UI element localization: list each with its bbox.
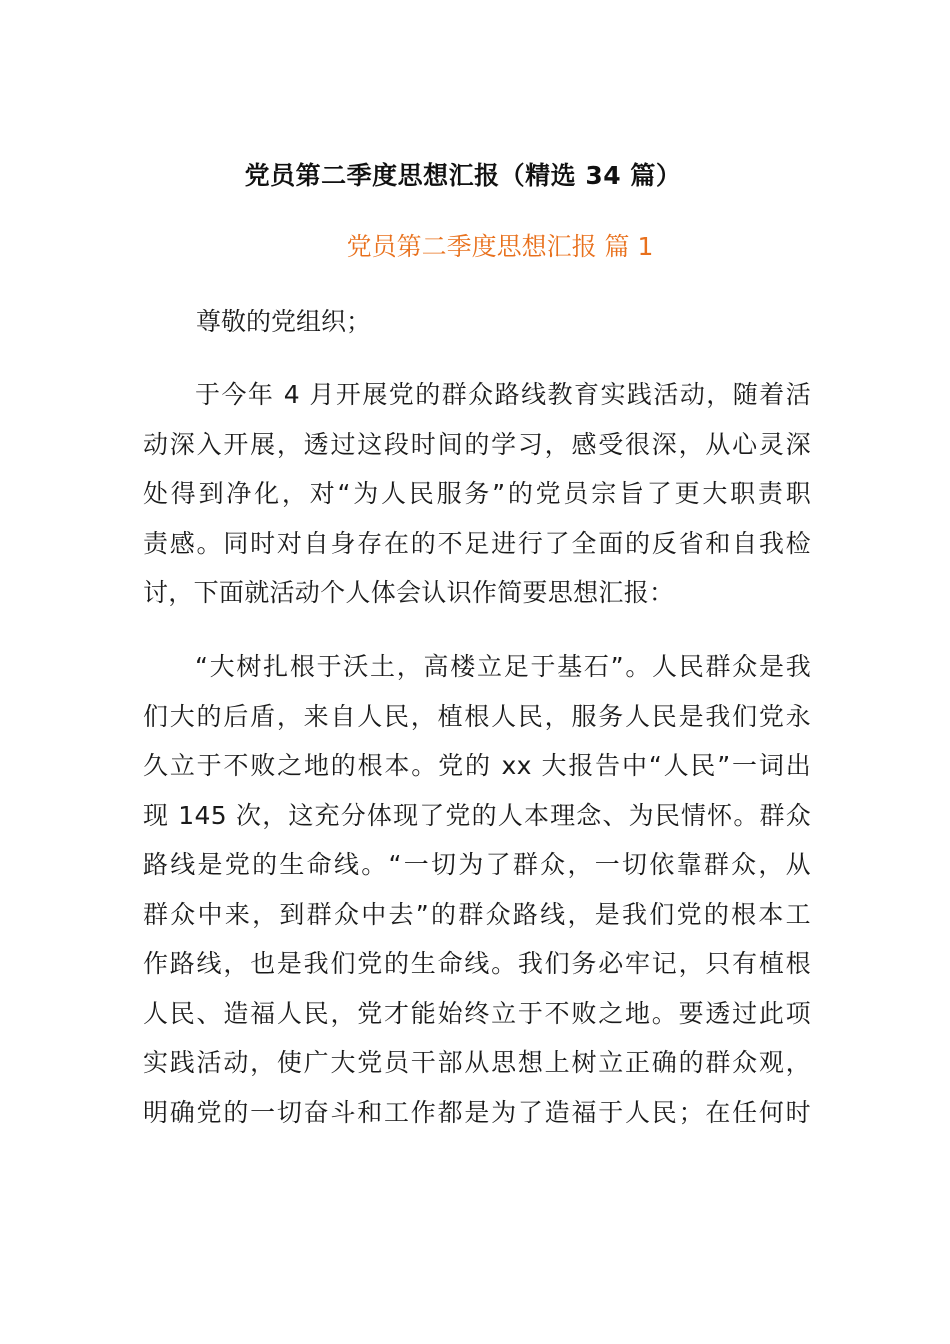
paragraph-1	[143, 370, 811, 618]
paragraph-line: 作路线，也是我们党的生命线。我们务必牢记，只有植根	[143, 949, 811, 978]
paragraph-line: 人民、造福人民，党才能始终立于不败之地。要透过此项	[143, 998, 811, 1028]
paragraph-line: 于今年 4 月开展党的群众路线教育实践活动，随着活	[195, 380, 811, 409]
paragraph-line: 久立于不败之地的根本。党的 xx 大报告中“人民”一词出	[143, 751, 811, 780]
paragraph-line: 路线是党的生命线。“一切为了群众，一切依靠群众，从	[143, 850, 811, 879]
paragraph-line: 讨，下面就活动个人体会认识作简要思想汇报：	[143, 578, 675, 607]
paragraph-line: 处得到净化，对“为人民服务”的党员宗旨了更大职责职	[143, 479, 811, 508]
paragraph-2	[143, 642, 811, 1137]
paragraph-line: 动深入开展，透过这段时间的学习，感受很深，从心灵深	[143, 429, 811, 459]
paragraph-line: “大树扎根于沃土，高楼立足于基石”。人民群众是我	[195, 652, 811, 681]
salutation: 尊敬的党组织；	[196, 307, 372, 336]
section-title: 党员第二季度思想汇报 篇 1	[346, 232, 654, 261]
document-title: 党员第二季度思想汇报（精选 34 篇）	[244, 161, 682, 190]
paragraph-line: 明确党的一切奋斗和工作都是为了造福于人民；在任何时	[143, 1097, 811, 1127]
paragraph-line: 现 145 次，这充分体现了党的人本理念、为民情怀。群众	[143, 800, 811, 830]
paragraph-line: 责感。同时对自身存在的不足进行了全面的反省和自我检	[143, 528, 811, 558]
paragraph-line: 们大的后盾，来自人民，植根人民，服务人民是我们党永	[143, 701, 811, 731]
paragraph-line: 群众中来，到群众中去”的群众路线，是我们党的根本工	[143, 899, 811, 929]
paragraph-line: 实践活动，使广大党员干部从思想上树立正确的群众观，	[143, 1048, 811, 1077]
